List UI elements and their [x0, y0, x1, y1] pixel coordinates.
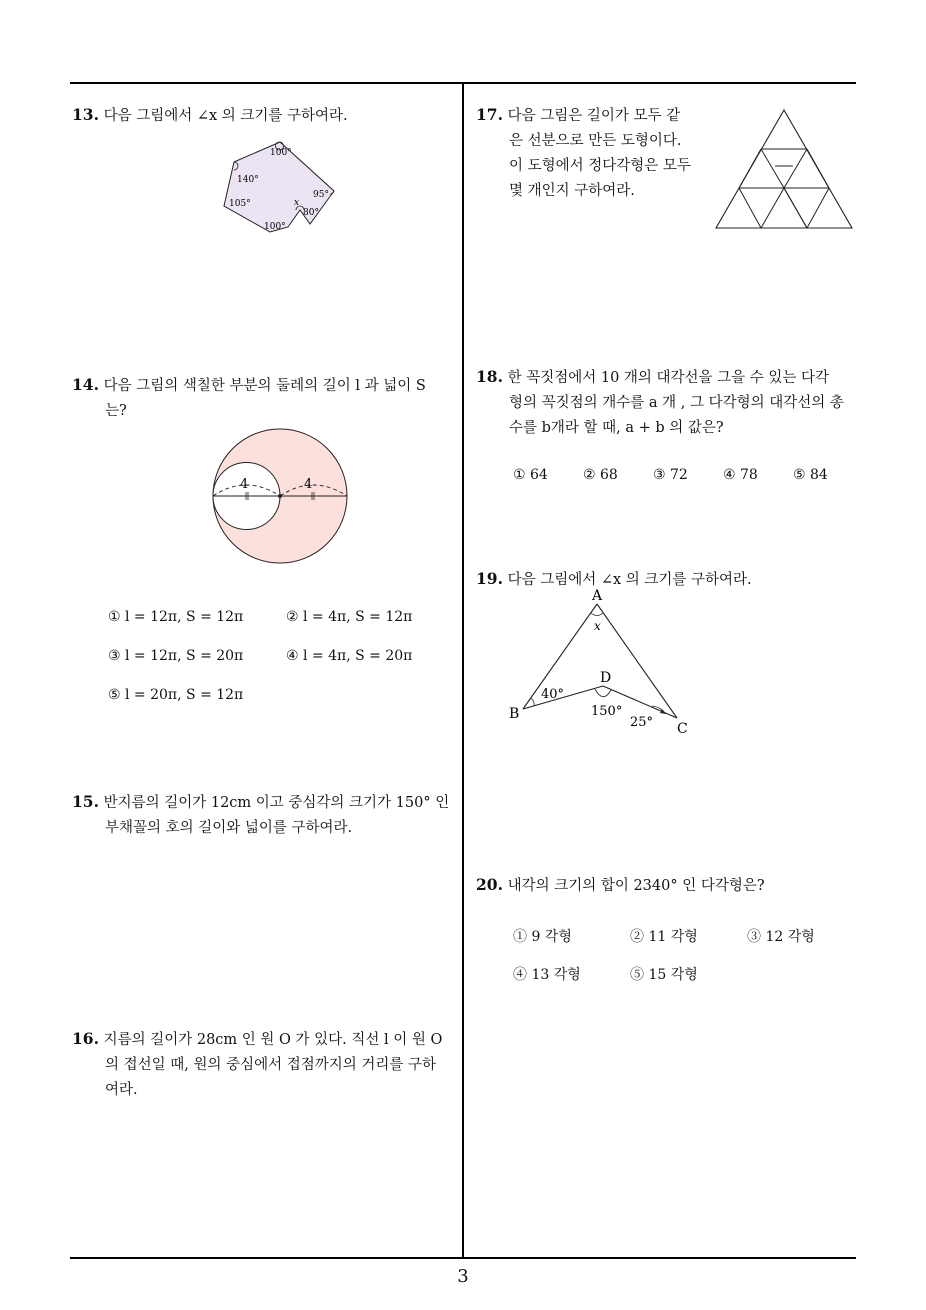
- q17-segment: [784, 188, 807, 228]
- q13-label-100-top: 100°: [270, 148, 292, 158]
- q19-arrow-head: [660, 709, 666, 714]
- q13-label-100-bottom: 100°: [264, 222, 286, 232]
- q19-label-C: C: [677, 721, 688, 737]
- question-number: 16.: [72, 1029, 99, 1048]
- question-text: 한 꼭짓점에서 10 개의 대각선을 그을 수 있는 다각: [507, 370, 830, 386]
- question-14: [72, 372, 457, 424]
- question-20: [476, 872, 866, 899]
- q13-label-105: 105°: [229, 199, 251, 209]
- bottom-rule: [70, 1257, 856, 1259]
- q17-segment: [807, 149, 829, 188]
- choice-2[interactable]: ② 68: [583, 467, 618, 483]
- choice-3[interactable]: ③ 12 각형: [747, 929, 815, 945]
- question-number: 18.: [476, 367, 503, 386]
- choice-3[interactable]: ③ l = 12π, S = 20π: [108, 648, 244, 664]
- choice-5[interactable]: ⑤ l = 20π, S = 12π: [108, 687, 244, 703]
- question-text: 지름의 길이가 28cm 인 원 O 가 있다. 직선 l 이 원 O: [103, 1032, 443, 1048]
- question-text: 형의 꼭짓점의 개수를 a 개 , 그 다각형의 대각선의 총: [509, 395, 844, 411]
- q14-label-4-right: 4: [304, 477, 313, 492]
- q19-arc-marker: [595, 689, 611, 697]
- q17-segment: [784, 149, 807, 188]
- choice-1[interactable]: ① l = 12π, S = 12π: [108, 609, 244, 625]
- q19-arc-marker: [591, 613, 603, 616]
- choice-5[interactable]: ⑤ 84: [793, 467, 828, 483]
- q19-label-B: B: [509, 706, 520, 722]
- q19-label-A: A: [592, 588, 603, 604]
- question-text: 몇 개인지 구하여라.: [509, 183, 635, 199]
- q17-segment: [739, 149, 761, 188]
- question-number: 17.: [476, 105, 503, 124]
- question-text: 수를 b개라 할 때, a + b 의 값은?: [509, 420, 724, 436]
- question-15: [72, 789, 457, 841]
- question-text: 다음 그림에서 ∠x 의 크기를 구하여라.: [103, 108, 348, 124]
- question-number: 20.: [476, 875, 503, 894]
- question-text: 여라.: [105, 1082, 138, 1098]
- question-number: 13.: [72, 105, 99, 124]
- q19-label-D: D: [600, 670, 612, 686]
- q17-segment: [761, 149, 784, 188]
- page-number: 3: [457, 1266, 469, 1287]
- choice-2[interactable]: ② 11 각형: [630, 929, 698, 945]
- question-16: [72, 1026, 457, 1103]
- question-number: 19.: [476, 569, 503, 588]
- question-text: 이 도형에서 정다각형은 모두: [509, 158, 691, 174]
- question-text: 반지름의 길이가 12cm 이고 중심각의 크기가 150° 인: [103, 795, 450, 811]
- q13-label-140: 140°: [237, 175, 259, 185]
- question-text: 은 선분으로 만든 도형이다.: [509, 133, 682, 149]
- q13-polygon-figure: [218, 136, 343, 236]
- choice-5[interactable]: ⑤ 15 각형: [630, 967, 698, 983]
- question-text: 다음 그림의 색칠한 부분의 둘레의 길이 l 과 넓이 S: [103, 378, 426, 394]
- q14-label-4-left: 4: [240, 477, 249, 492]
- choice-3[interactable]: ③ 72: [653, 467, 688, 483]
- question-number: 15.: [72, 792, 99, 811]
- q19-label-40: 40°: [541, 687, 565, 702]
- question-text: 는?: [105, 403, 127, 419]
- choice-4[interactable]: ④ 78: [723, 467, 758, 483]
- q17-outer-triangle: [716, 110, 852, 228]
- column-divider: [462, 82, 464, 1258]
- choice-4[interactable]: ④ l = 4π, S = 20π: [286, 648, 413, 664]
- question-text: 부채꼴의 호의 길이와 넓이를 구하여라.: [105, 820, 353, 836]
- choice-1[interactable]: ① 9 각형: [513, 929, 572, 945]
- choice-4[interactable]: ④ 13 각형: [513, 967, 581, 983]
- q19-label-25: 25°: [630, 715, 654, 730]
- q19-triangle-figure: [505, 588, 695, 738]
- question-text: 내각의 크기의 합이 2340° 인 다각형은?: [507, 878, 765, 894]
- choice-2[interactable]: ② l = 4π, S = 12π: [286, 609, 413, 625]
- q13-label-x: x: [294, 198, 300, 208]
- q14-center-point: [278, 494, 282, 498]
- q17-segment: [761, 188, 784, 228]
- q19-label-x: x: [594, 619, 601, 633]
- question-number: 14.: [72, 375, 99, 394]
- q17-segment: [739, 188, 761, 228]
- question-13: [72, 102, 457, 129]
- q17-triangle-figure: [715, 108, 855, 230]
- q19-arc-marker: [531, 698, 534, 706]
- q14-circle-figure: [210, 426, 350, 566]
- question-18: [476, 364, 866, 441]
- question-text: 다음 그림은 길이가 모두 같: [507, 108, 681, 124]
- q19-label-150: 150°: [591, 704, 623, 719]
- choice-1[interactable]: ① 64: [513, 467, 548, 483]
- q17-segment: [807, 188, 829, 228]
- question-text: 의 접선일 때, 원의 중심에서 접점까지의 거리를 구하: [105, 1057, 437, 1073]
- q13-label-95: 95°: [313, 190, 329, 200]
- q13-label-80: 80°: [303, 208, 319, 218]
- question-text: 다음 그림에서 ∠x 의 크기를 구하여라.: [507, 572, 752, 588]
- question-17: [476, 102, 706, 204]
